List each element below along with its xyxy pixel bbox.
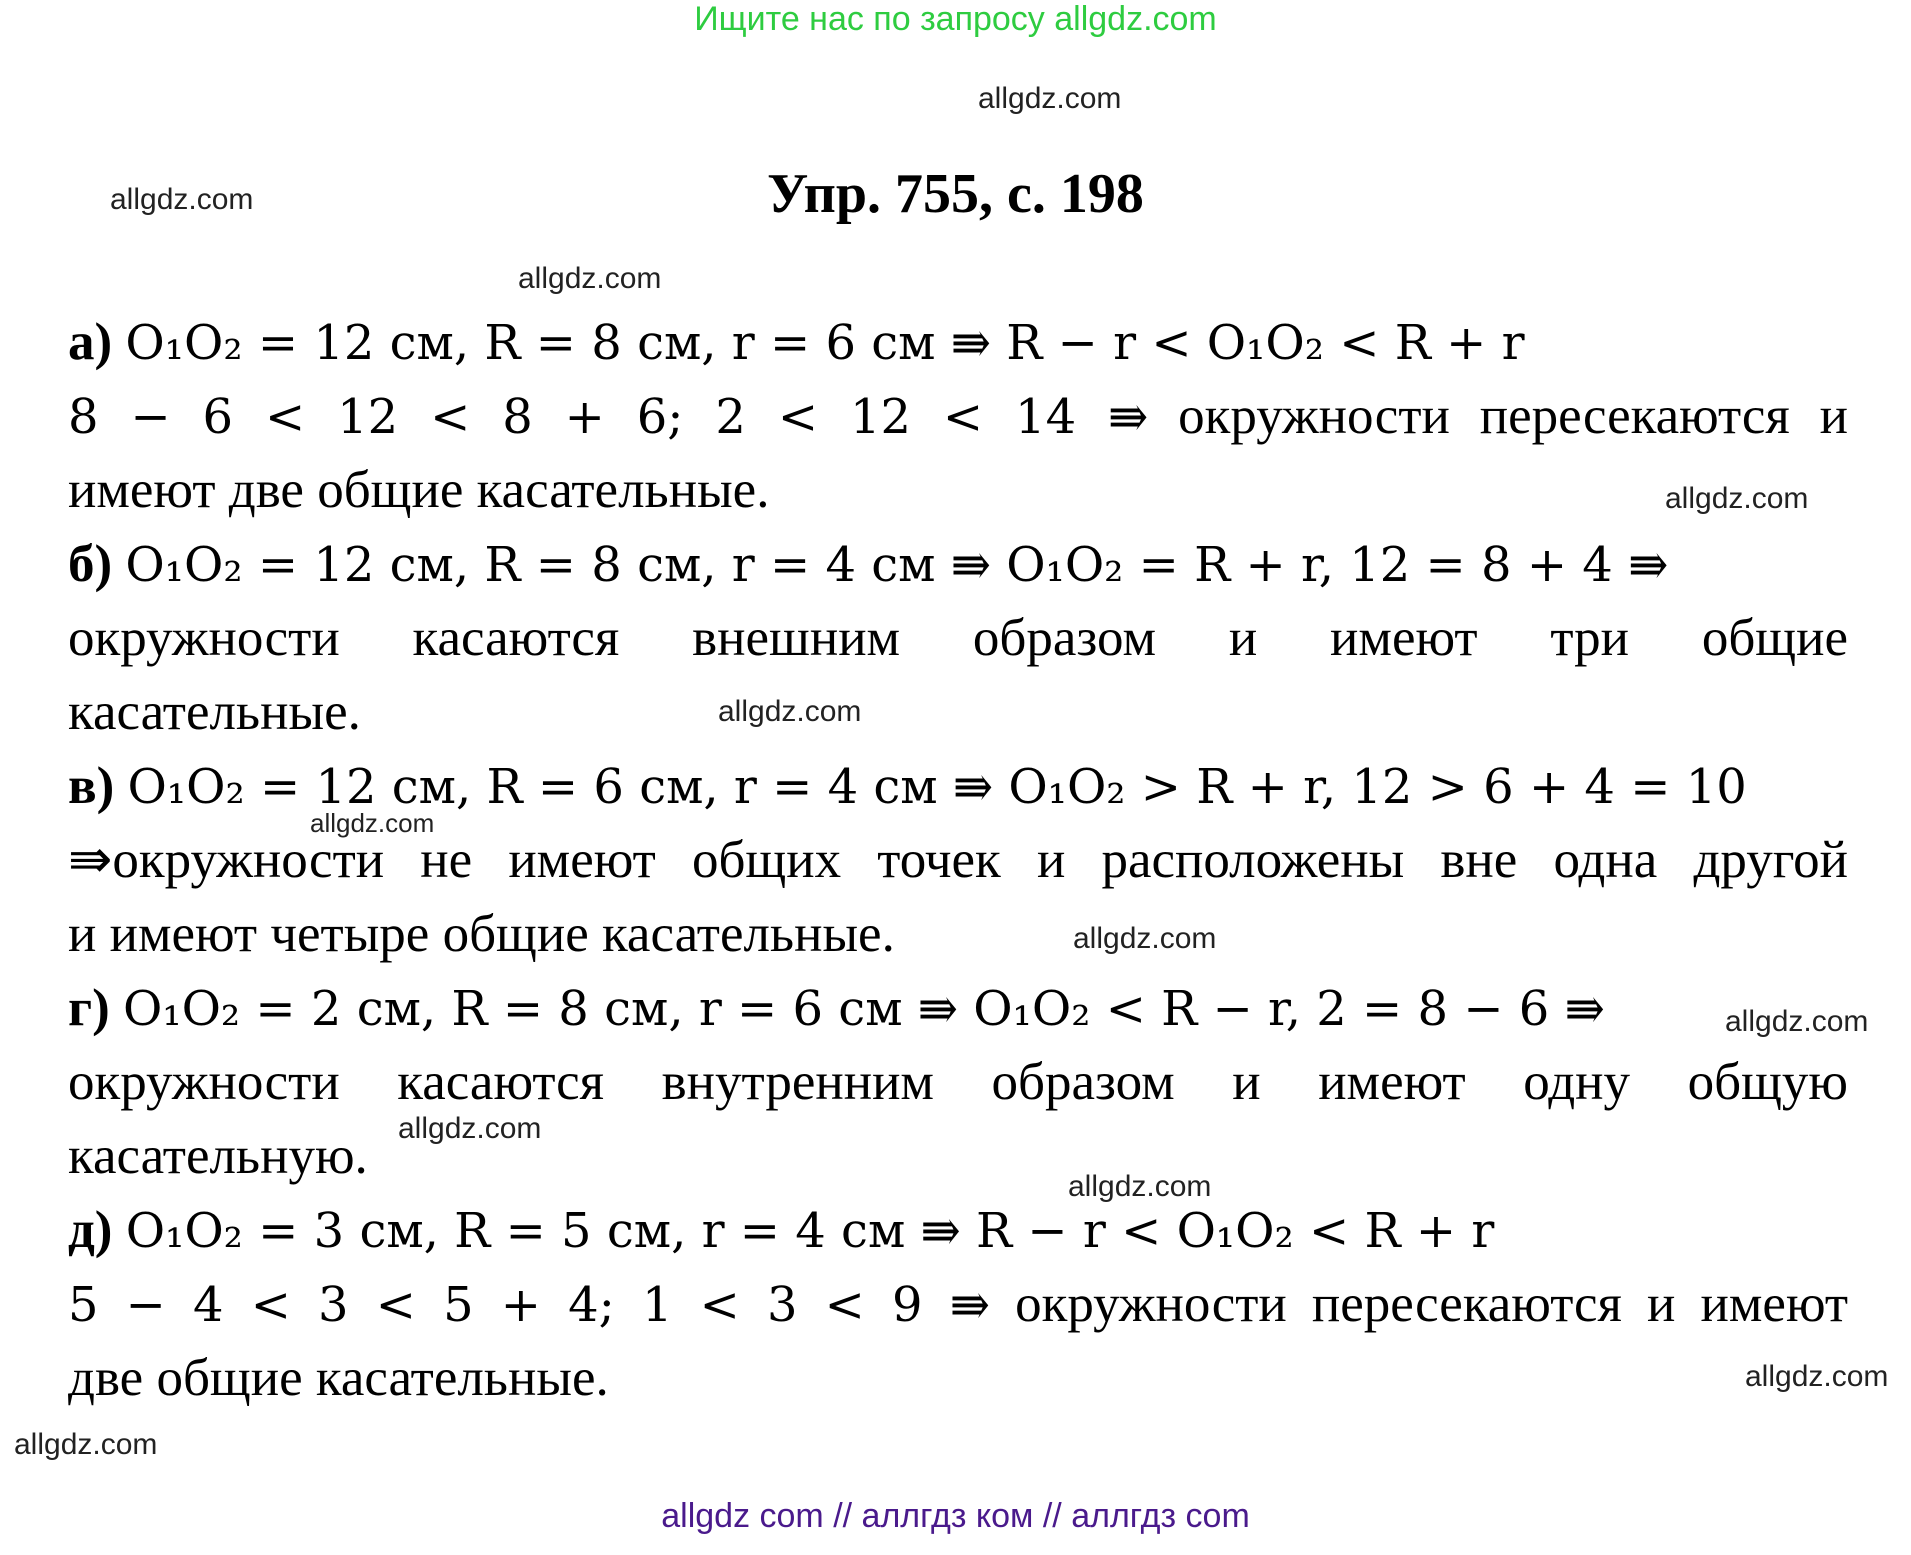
watermark: allgdz.com <box>978 82 1122 115</box>
watermark: allgdz.com <box>1745 1360 1889 1393</box>
formula: O₁O₂ = 12 см, R = 8 см, r = 6 см ⇛ R − r < O₁O₂ < R + r <box>125 315 1525 371</box>
item-v-line2: ⇛окружности не имеют общих точек и расположены вне одна другой <box>68 831 1848 889</box>
item-b-line3: касательные. <box>68 683 361 741</box>
item-label: в) <box>68 757 115 815</box>
item-a-line3: имеют две общие касательные. <box>68 461 770 519</box>
item-g-line1 <box>68 971 1848 1045</box>
watermark: allgdz.com <box>14 1428 158 1461</box>
formula: 8 − 6 < 12 < 8 + 6; 2 < 12 < 14 ⇛ <box>68 389 1149 445</box>
item-d-line1 <box>68 1193 1848 1267</box>
item-label: г) <box>68 979 110 1037</box>
formula: 5 − 4 < 3 < 5 + 4; 1 < 3 < 9 ⇛ <box>68 1277 990 1333</box>
top-banner[interactable]: Ищите нас по запросу allgdz.com <box>694 0 1217 38</box>
formula: O₁O₂ = 2 см, R = 8 см, r = 6 см ⇛ O₁O₂ < R − r, 2 = 8 − 6 ⇛ <box>122 981 1605 1037</box>
watermark: allgdz.com <box>1725 1005 1869 1038</box>
watermark: allgdz.com <box>398 1112 542 1145</box>
item-label: а) <box>68 313 113 371</box>
item-label: д) <box>68 1201 113 1259</box>
text: окружности пересекаются и имеют <box>1015 1275 1849 1333</box>
solution-body <box>68 305 1848 1415</box>
watermark: allgdz.com <box>1073 922 1217 955</box>
item-a-line1 <box>68 305 1848 379</box>
watermark: allgdz.com <box>310 808 435 838</box>
item-v-line3: и имеют четыре общие касательные. <box>68 905 895 963</box>
formula: O₁O₂ = 12 см, R = 6 см, r = 4 см ⇛ O₁O₂ > R + r, 12 > 6 + 4 = 10 <box>127 759 1747 815</box>
item-d-line2 <box>68 1267 1848 1341</box>
footer-links[interactable]: allgdz com // аллгдз ком // аллгдз com <box>661 1497 1250 1535</box>
item-b-line2: окружности касаются внешним образом и имеют три общие <box>68 609 1848 667</box>
watermark: allgdz.com <box>518 262 662 295</box>
formula: O₁O₂ = 3 см, R = 5 см, r = 4 см ⇛ R − r < O₁O₂ < R + r <box>125 1203 1495 1259</box>
page-title: Упр. 755, с. 198 <box>767 163 1144 225</box>
item-label: б) <box>68 535 113 593</box>
item-g-line3: касательную. <box>68 1127 368 1185</box>
text: окружности пересекаются и <box>1178 387 1849 445</box>
item-a-line2 <box>68 379 1848 453</box>
watermark: allgdz.com <box>1665 482 1809 515</box>
watermark: allgdz.com <box>1068 1170 1212 1203</box>
watermark: allgdz.com <box>718 695 862 728</box>
item-g-line2: окружности касаются внутренним образом и имеют одну общую <box>68 1053 1848 1111</box>
item-d-line3: две общие касательные. <box>68 1349 609 1407</box>
item-b-line1 <box>68 527 1848 601</box>
watermark: allgdz.com <box>110 183 254 216</box>
formula: O₁O₂ = 12 см, R = 8 см, r = 4 см ⇛ O₁O₂ = R + r, 12 = 8 + 4 ⇛ <box>125 537 1669 593</box>
